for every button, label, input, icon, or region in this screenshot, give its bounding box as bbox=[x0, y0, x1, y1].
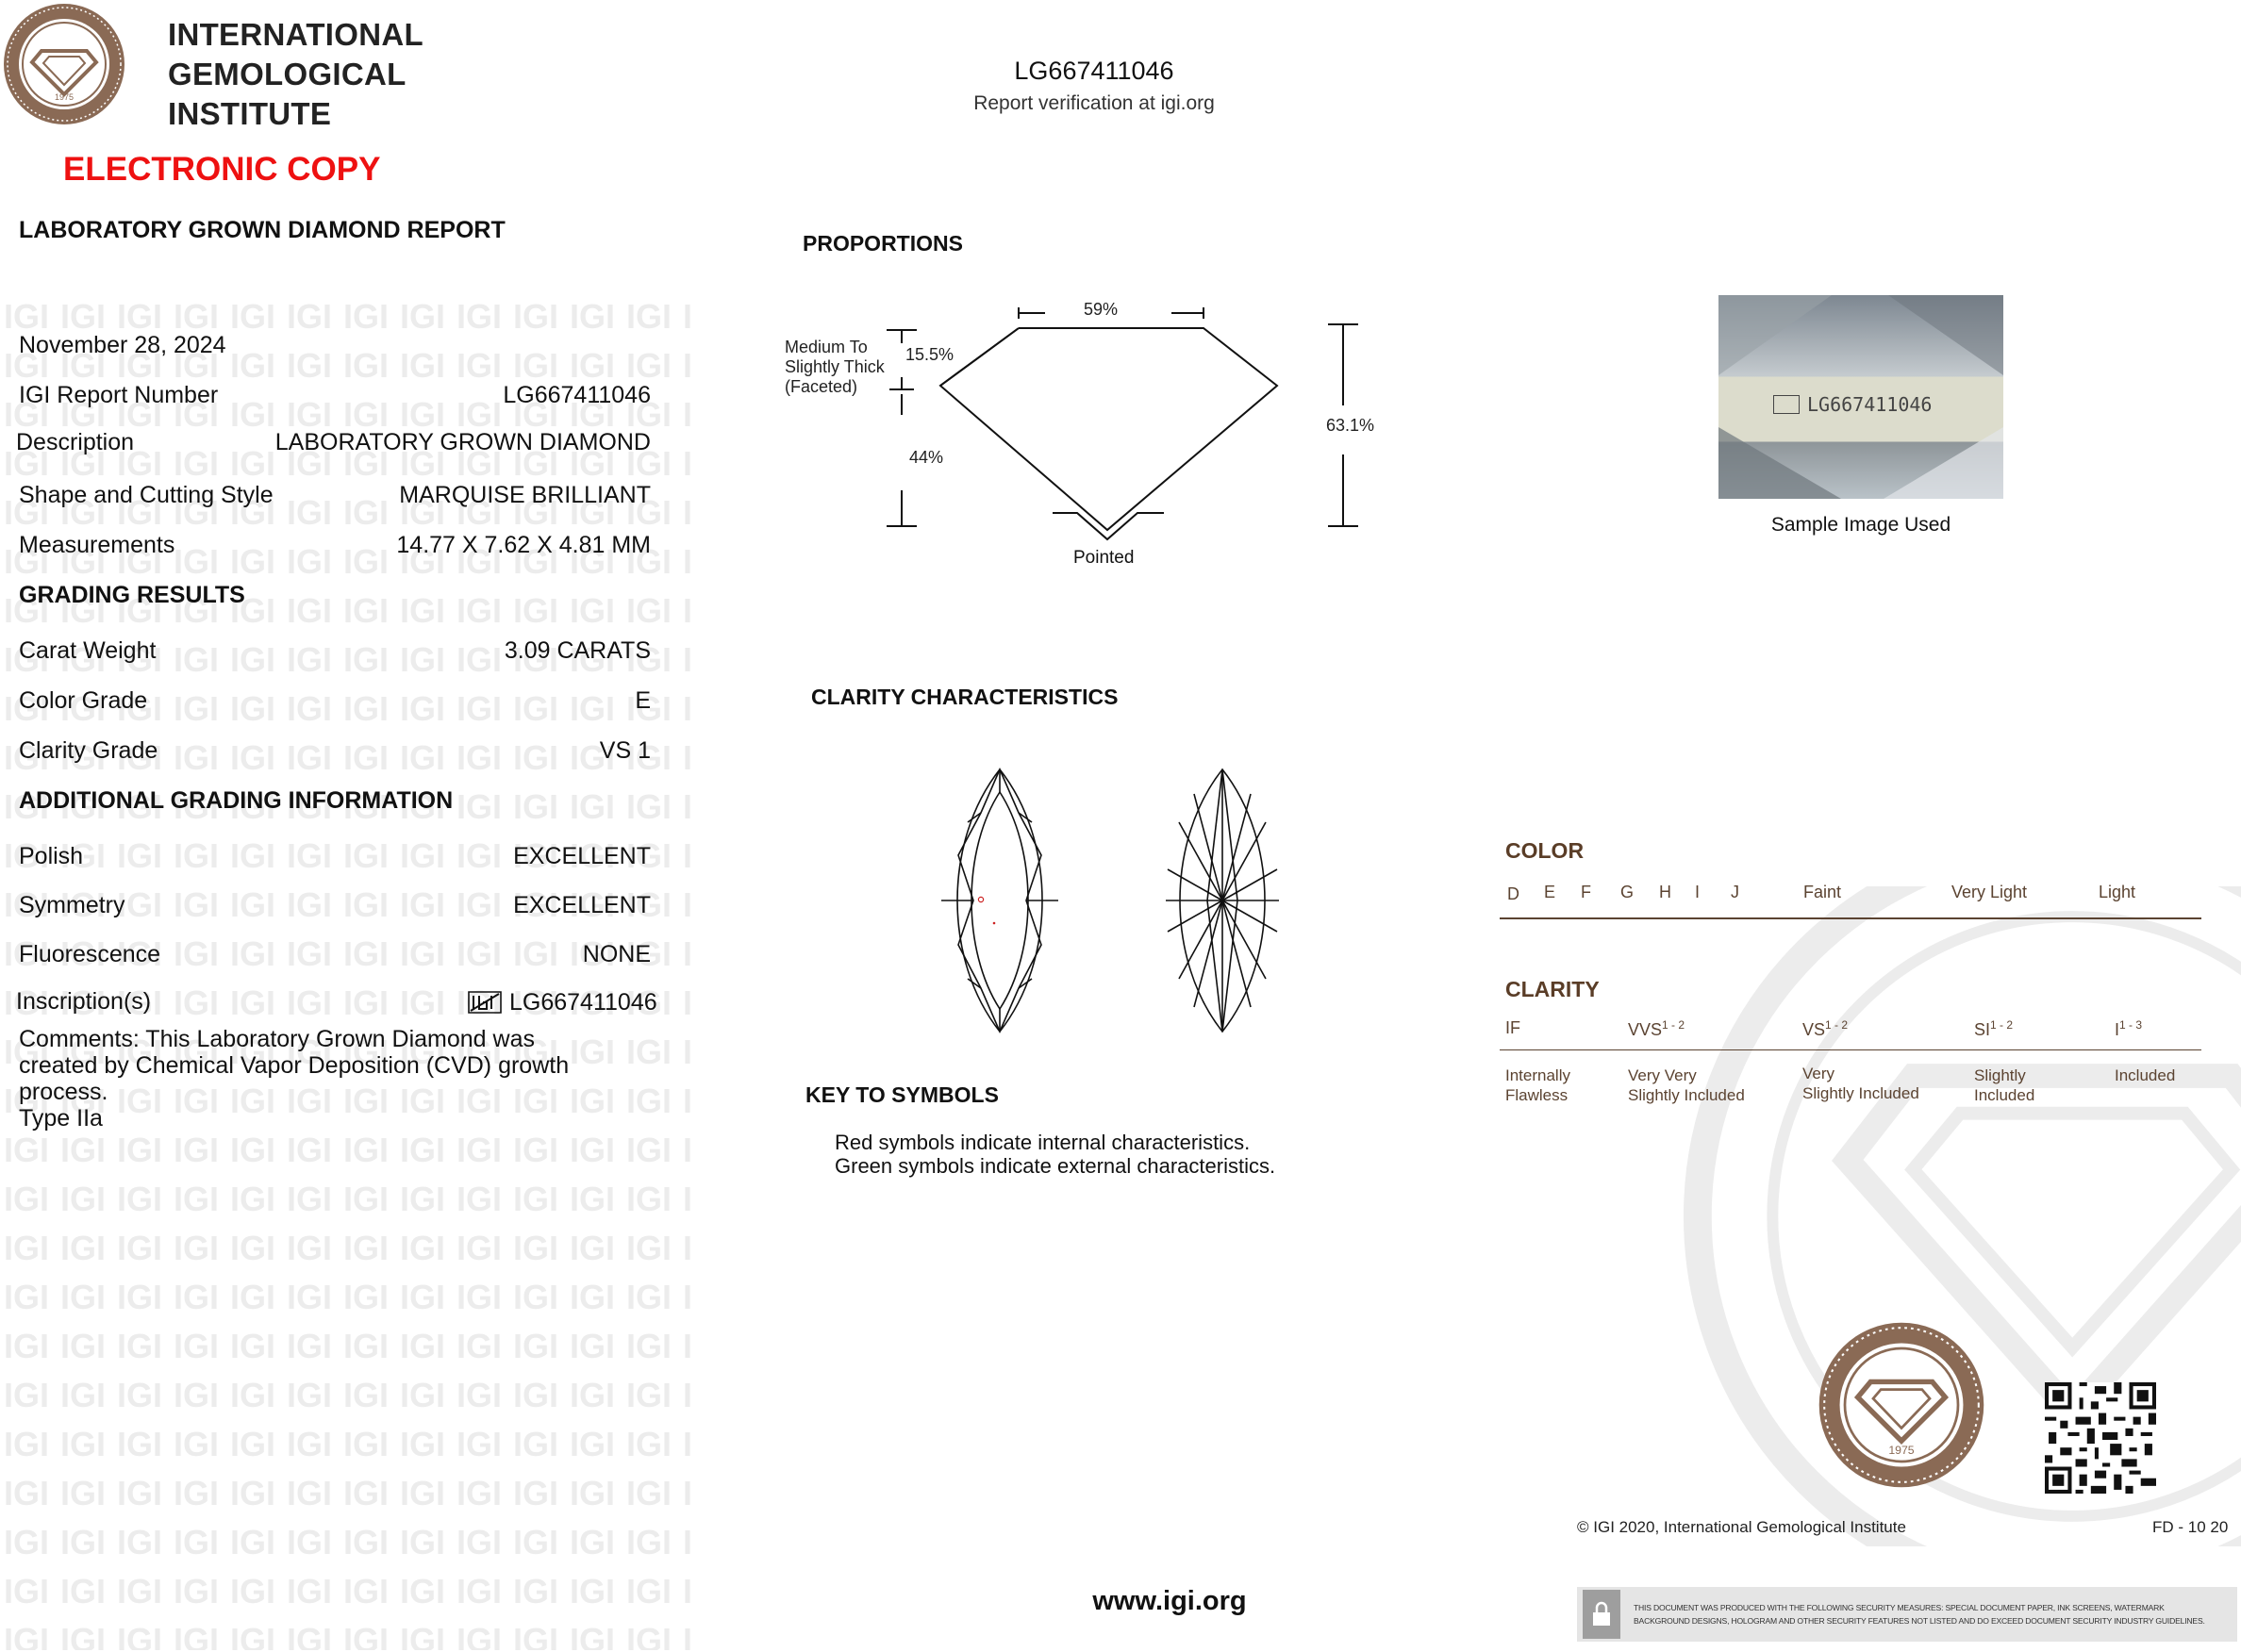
electronic-copy-label: ELECTRONIC COPY bbox=[63, 151, 381, 188]
report-number-header: LG667411046 bbox=[1014, 57, 1174, 85]
sample-caption: Sample Image Used bbox=[1770, 514, 1951, 536]
website-link[interactable]: www.igi.org bbox=[1092, 1586, 1247, 1616]
clarity-grade-code: $I^{1 - 3}$ bbox=[2115, 1018, 2143, 1039]
color-grade: E bbox=[1544, 883, 1556, 901]
additional-value: EXCELLENT bbox=[513, 892, 651, 918]
detail-label: Description bbox=[16, 429, 135, 455]
clarity-scale-title: CLARITY bbox=[1505, 977, 1600, 1001]
clarity-plot-diagram bbox=[924, 766, 1302, 1035]
color-scale-title: COLOR bbox=[1505, 838, 1585, 863]
additional-label: Inscription(s) bbox=[16, 988, 152, 1015]
igi-inscription-logo-icon bbox=[466, 990, 504, 1015]
table-percent: 59% bbox=[1084, 300, 1119, 319]
total-depth-percent: 63.1% bbox=[1326, 416, 1375, 435]
color-group: Very Light bbox=[1951, 883, 2028, 901]
proportions-title: PROPORTIONS bbox=[803, 231, 963, 256]
comment-line: process. bbox=[19, 1079, 108, 1105]
security-notice-text: THIS DOCUMENT WAS PRODUCED WITH THE FOLLOWING SECURITY MEASURES: SPECIAL DOCUMENT PAPER, INK SCREENS, WATERMARK BACKGROUND DESIGNS, HOLOGRAM AND OTHER SECURITY FEATURES NOT LISTED AND DO EXCEED DOCUMENT SECURITY INDUSTRY GUIDELINES. bbox=[1634, 1603, 2205, 1626]
clarity-grade-code: VS$^{1 - 2}$ bbox=[1802, 1018, 1849, 1039]
clarity-grade-desc: Internally Flawless bbox=[1505, 1066, 1570, 1104]
key-external-text: Green symbols indicate external characteristics. bbox=[835, 1154, 1276, 1178]
qr-code[interactable] bbox=[2045, 1382, 2156, 1494]
color-grade: J bbox=[1731, 883, 1739, 901]
detail-label: Measurements bbox=[19, 532, 175, 558]
clarity-grade-desc: Very Very Slightly Included bbox=[1628, 1066, 1745, 1104]
culet-label: Pointed bbox=[1073, 548, 1135, 568]
color-group: Light bbox=[2099, 883, 2136, 901]
sample-inscription-text: LG667411046 bbox=[1773, 393, 1932, 416]
svg-text:1975: 1975 bbox=[1888, 1443, 1915, 1457]
comment-line: Comments: This Laboratory Grown Diamond was bbox=[19, 1026, 535, 1052]
color-grade: I bbox=[1695, 883, 1701, 901]
clarity-grade-code: SI$^{1 - 2}$ bbox=[1974, 1018, 2014, 1039]
key-internal-text: Red symbols indicate internal characteristics. bbox=[835, 1131, 1251, 1154]
pavilion-percent: 44% bbox=[909, 448, 944, 467]
grading-value: VS 1 bbox=[599, 737, 651, 764]
key-to-symbols-title: KEY TO SYMBOLS bbox=[805, 1082, 999, 1107]
detail-value: LG667411046 bbox=[503, 382, 651, 408]
grading-value: 3.09 CARATS bbox=[504, 637, 651, 664]
additional-value: NONE bbox=[582, 941, 651, 967]
clarity-grade-code: IF bbox=[1505, 1018, 1520, 1037]
svg-text:1975: 1975 bbox=[54, 92, 75, 102]
clarity-scale-rule bbox=[1500, 1049, 2201, 1050]
additional-label: Polish bbox=[19, 843, 84, 869]
igi-seal-logo-bottom bbox=[1817, 1320, 1986, 1490]
color-grade: H bbox=[1659, 883, 1671, 901]
grading-value: E bbox=[635, 687, 651, 714]
inclusion-symbol bbox=[993, 922, 996, 925]
detail-value: LABORATORY GROWN DIAMOND bbox=[274, 429, 651, 455]
org-name-line1: INTERNATIONAL bbox=[168, 17, 423, 52]
proportions-diagram bbox=[773, 283, 1396, 575]
girdle-description: Medium To Slightly Thick (Faceted) bbox=[785, 338, 885, 396]
security-notice-bar bbox=[1577, 1587, 2237, 1642]
report-date: November 28, 2024 bbox=[19, 332, 226, 358]
color-grade: D bbox=[1507, 884, 1519, 903]
detail-label: IGI Report Number bbox=[19, 382, 219, 408]
color-grade: F bbox=[1581, 883, 1591, 901]
verification-link[interactable]: Report verification at igi.org bbox=[973, 92, 1215, 114]
inclusion-symbol bbox=[978, 897, 983, 901]
comment-line: created by Chemical Vapor Deposition (CVD) growth bbox=[19, 1052, 570, 1079]
color-scale-rule bbox=[1500, 917, 2201, 919]
document-lock-icon bbox=[1583, 1590, 1620, 1639]
copyright-text: © IGI 2020, International Gemological Institute bbox=[1577, 1518, 1906, 1536]
org-name-line2: GEMOLOGICAL bbox=[168, 57, 407, 91]
clarity-characteristics-title: CLARITY CHARACTERISTICS bbox=[811, 685, 1119, 709]
clarity-grade-code: VVS$^{1 - 2}$ bbox=[1628, 1018, 1685, 1039]
detail-value: 14.77 X 7.62 X 4.81 MM bbox=[396, 532, 651, 558]
crown-percent: 15.5% bbox=[905, 345, 954, 364]
grading-results-title: GRADING RESULTS bbox=[19, 582, 245, 608]
additional-label: Fluorescence bbox=[19, 941, 161, 967]
grading-label: Carat Weight bbox=[19, 637, 157, 664]
additional-value: EXCELLENT bbox=[513, 843, 651, 869]
comment-line: Type IIa bbox=[19, 1105, 103, 1132]
color-grade: G bbox=[1620, 883, 1635, 901]
color-group: Faint bbox=[1803, 883, 1842, 901]
org-name-line3: INSTITUTE bbox=[168, 96, 332, 131]
comments-block bbox=[19, 1026, 660, 1132]
detail-value: MARQUISE BRILLIANT bbox=[399, 482, 651, 508]
detail-label: Shape and Cutting Style bbox=[19, 482, 274, 508]
additional-info-title: ADDITIONAL GRADING INFORMATION bbox=[19, 787, 454, 814]
additional-label: Symmetry bbox=[19, 892, 125, 918]
grading-label: Color Grade bbox=[19, 687, 148, 714]
clarity-grade-desc: Very Slightly Included bbox=[1802, 1065, 1919, 1102]
additional-value: LG667411046 bbox=[509, 988, 657, 1016]
grading-label: Clarity Grade bbox=[19, 737, 158, 764]
clarity-grade-desc: Slightly Included bbox=[1974, 1066, 2035, 1104]
report-type-title: LABORATORY GROWN DIAMOND REPORT bbox=[19, 217, 506, 243]
igi-mark-icon bbox=[1773, 395, 1800, 414]
igi-seal-logo bbox=[2, 2, 126, 126]
inscription-value-group bbox=[466, 988, 657, 1016]
form-code: FD - 10 20 bbox=[2152, 1518, 2229, 1536]
clarity-grade-desc: Included bbox=[2115, 1066, 2176, 1084]
sample-inscription-image bbox=[1718, 295, 2003, 499]
